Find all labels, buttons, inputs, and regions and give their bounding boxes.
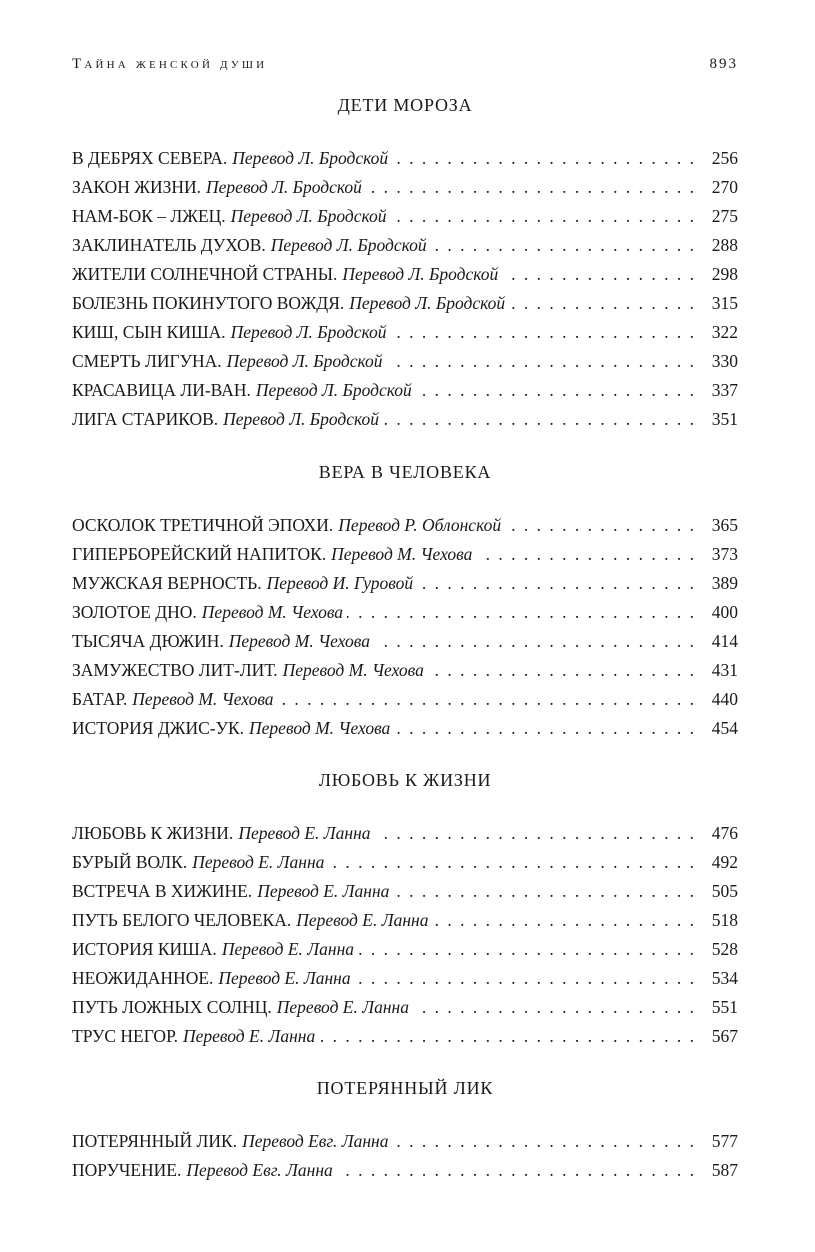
toc-entry-translator: Перевод Е. Ланна xyxy=(238,823,371,843)
toc-entry-translator: Перевод Л. Бродской xyxy=(270,235,427,255)
toc-entry-page-number: 577 xyxy=(711,1131,738,1151)
toc-entry-page-number: 389 xyxy=(711,573,738,593)
toc-entry-page-number: 256 xyxy=(711,148,738,168)
dot-leader xyxy=(383,405,696,434)
toc-entry-page-number: 454 xyxy=(711,718,738,738)
toc-entry-page-number: 330 xyxy=(711,351,738,371)
dot-leader xyxy=(374,627,696,656)
toc-entry xyxy=(72,202,738,231)
toc-entry-page-number: 275 xyxy=(711,206,738,226)
toc-entry-title: КИШ, СЫН КИША. xyxy=(72,322,226,342)
toc-entry-translator: Перевод Р. Облонской xyxy=(338,515,502,535)
toc-entry-title: БОЛЕЗНЬ ПОКИНУТОГО ВОЖДЯ. xyxy=(72,293,345,313)
dot-leader xyxy=(432,906,696,935)
toc-entry-page-number: 337 xyxy=(711,380,738,400)
toc-entry-translator: Перевод М. Чехова xyxy=(228,631,370,651)
toc-entry-list xyxy=(72,819,738,1051)
toc-section xyxy=(72,1076,738,1185)
toc-entry xyxy=(72,173,738,202)
toc-entry-list xyxy=(72,511,738,743)
toc-entry-translator: Перевод Л. Бродской xyxy=(232,148,389,168)
dot-leader xyxy=(392,144,696,173)
dot-leader xyxy=(337,1156,696,1185)
dot-leader xyxy=(387,347,696,376)
toc-entry-title: КРАСАВИЦА ЛИ-ВАН. xyxy=(72,380,251,400)
toc-entry xyxy=(72,685,738,714)
toc-entry-title: ЛЮБОВЬ К ЖИЗНИ. xyxy=(72,823,234,843)
toc-entry-page-number: 351 xyxy=(711,409,738,429)
toc-entry-title: СМЕРТЬ ЛИГУНА. xyxy=(72,351,222,371)
dot-leader xyxy=(355,964,696,993)
running-head-title: Тайна женской души xyxy=(72,56,268,72)
toc-entry-page-number: 373 xyxy=(711,544,738,564)
toc-entry-page-number: 288 xyxy=(711,235,738,255)
toc-entry-page-number: 440 xyxy=(711,689,738,709)
dot-leader xyxy=(416,376,696,405)
toc-entry xyxy=(72,627,738,656)
toc-entry-page-number: 270 xyxy=(711,177,738,197)
dot-leader xyxy=(417,569,696,598)
toc-entry xyxy=(72,347,738,376)
toc-entry-translator: Перевод Л. Бродской xyxy=(206,177,362,197)
toc-entry-title: ЗОЛОТОЕ ДНО. xyxy=(72,602,197,622)
toc-entry xyxy=(72,289,738,318)
section-title: ДЕТИ МОРОЗА xyxy=(337,95,473,115)
toc-entry-title: ПОТЕРЯННЫЙ ЛИК. xyxy=(72,1131,238,1151)
toc-entry-title: ПУТЬ ЛОЖНЫХ СОЛНЦ. xyxy=(72,997,272,1017)
toc-entry xyxy=(72,1156,738,1185)
toc-entry-title: ТЫСЯЧА ДЮЖИН. xyxy=(72,631,224,651)
toc-entry-page-number: 400 xyxy=(711,602,738,622)
toc-entry xyxy=(72,144,738,173)
toc-entry-title: ВСТРЕЧА В ХИЖИНЕ. xyxy=(72,881,253,901)
dot-leader xyxy=(502,260,696,289)
dot-leader xyxy=(428,656,696,685)
toc-entry xyxy=(72,819,738,848)
toc-entry-translator: Перевод Л. Бродской xyxy=(255,380,412,400)
toc-entry-page-number: 315 xyxy=(711,293,738,313)
toc-entry xyxy=(72,405,738,434)
toc-entry xyxy=(72,260,738,289)
toc-entry xyxy=(72,964,738,993)
toc-entry xyxy=(72,714,738,743)
toc-entry-translator: Перевод Л. Бродской xyxy=(223,409,380,429)
toc-entry-translator: Перевод М. Чехова xyxy=(132,689,274,709)
toc-entry-translator: Перевод Е. Ланна xyxy=(218,968,351,988)
toc-entry-page-number: 534 xyxy=(711,968,738,988)
toc-entry-page-number: 414 xyxy=(711,631,738,651)
toc-entry-translator: Перевод Е. Ланна xyxy=(276,997,409,1017)
toc-entry-page-number: 365 xyxy=(711,515,738,535)
dot-leader xyxy=(391,202,696,231)
toc-entry xyxy=(72,906,738,935)
toc-entry xyxy=(72,231,738,260)
toc-entry-page-number: 322 xyxy=(711,322,738,342)
dot-leader xyxy=(278,685,696,714)
toc-entry-page-number: 518 xyxy=(711,910,738,930)
dot-leader xyxy=(391,318,696,347)
toc-entry-translator: Перевод Л. Бродской xyxy=(342,264,499,284)
toc-entry xyxy=(72,569,738,598)
dot-leader xyxy=(476,540,696,569)
toc-entry-title: ЗАКЛИНАТЕЛЬ ДУХОВ. xyxy=(72,235,266,255)
toc-entry xyxy=(72,511,738,540)
toc-entry-page-number: 551 xyxy=(711,997,738,1017)
dot-leader xyxy=(431,231,696,260)
toc-entry xyxy=(72,877,738,906)
toc-section xyxy=(72,460,738,743)
toc-entry-translator: Перевод М. Чехова xyxy=(331,544,473,564)
toc-section xyxy=(72,768,738,1051)
dot-leader xyxy=(328,848,696,877)
toc-entry-title: НЕОЖИДАННОЕ. xyxy=(72,968,214,988)
toc-entry-list xyxy=(72,144,738,434)
toc-entry-translator: Перевод Е. Ланна xyxy=(183,1026,316,1046)
toc-entry-title: ПОРУЧЕНИЕ. xyxy=(72,1160,182,1180)
toc-entry xyxy=(72,540,738,569)
dot-leader xyxy=(505,511,696,540)
toc-entry-title: ЗАКОН ЖИЗНИ. xyxy=(72,177,202,197)
toc-entry-translator: Перевод Е. Ланна xyxy=(257,881,390,901)
toc-entry xyxy=(72,935,738,964)
section-title: ПОТЕРЯННЫЙ ЛИК xyxy=(316,1078,494,1098)
toc-entry-translator: Перевод Евг. Ланна xyxy=(186,1160,333,1180)
toc-entry-page-number: 587 xyxy=(711,1160,738,1180)
toc-entry-translator: Перевод Л. Бродской xyxy=(226,351,383,371)
dot-leader xyxy=(509,289,696,318)
dot-leader xyxy=(358,935,696,964)
toc-entry xyxy=(72,993,738,1022)
toc-entry-page-number: 476 xyxy=(711,823,738,843)
dot-leader xyxy=(366,173,696,202)
toc-entry-translator: Перевод Л. Бродской xyxy=(230,322,387,342)
toc-entry-translator: Перевод Евг. Ланна xyxy=(242,1131,389,1151)
running-head xyxy=(72,56,738,78)
dot-leader xyxy=(392,1127,696,1156)
toc-entry-translator: Перевод Л. Бродской xyxy=(230,206,387,226)
toc-entry-translator: Перевод И. Гуровой xyxy=(266,573,414,593)
dot-leader xyxy=(319,1022,696,1051)
section-title: ВЕРА В ЧЕЛОВЕКА xyxy=(318,462,492,482)
toc-entry-page-number: 505 xyxy=(711,881,738,901)
toc-entry-title: ЗАМУЖЕСТВО ЛИТ-ЛИТ. xyxy=(72,660,278,680)
toc-entry-translator: Перевод Е. Ланна xyxy=(192,852,325,872)
dot-leader xyxy=(413,993,696,1022)
toc-entry-page-number: 567 xyxy=(711,1026,738,1046)
toc-entry-title: ОСКОЛОК ТРЕТИЧНОЙ ЭПОХИ. xyxy=(72,515,334,535)
dot-leader xyxy=(375,819,696,848)
toc-entry xyxy=(72,318,738,347)
toc-entry-title: ИСТОРИЯ ДЖИС-УК. xyxy=(72,718,245,738)
toc-entry-translator: Перевод М. Чехова xyxy=(282,660,424,680)
toc-entry-title: ЛИГА СТАРИКОВ. xyxy=(72,409,219,429)
toc-entry xyxy=(72,598,738,627)
toc-entry-title: ТРУС НЕГОР. xyxy=(72,1026,178,1046)
toc-entry-title: ГИПЕРБОРЕЙСКИЙ НАПИТОК. xyxy=(72,544,327,564)
toc-entry-list xyxy=(72,1127,738,1185)
toc-entry-title: В ДЕБРЯХ СЕВЕРА. xyxy=(72,148,228,168)
toc-entry-page-number: 492 xyxy=(711,852,738,872)
dot-leader xyxy=(347,598,696,627)
section-title: ЛЮБОВЬ К ЖИЗНИ xyxy=(318,770,492,790)
toc-entry-page-number: 528 xyxy=(711,939,738,959)
toc-entry-translator: Перевод М. Чехова xyxy=(201,602,344,622)
toc-entry-title: БАТАР. xyxy=(72,689,128,709)
toc-section xyxy=(72,93,738,434)
toc-entry-translator: Перевод Л. Бродской xyxy=(349,293,506,313)
toc-entry xyxy=(72,376,738,405)
toc-entry xyxy=(72,1127,738,1156)
toc-entry-title: ПУТЬ БЕЛОГО ЧЕЛОВЕКА. xyxy=(72,910,292,930)
toc-entry-page-number: 298 xyxy=(711,264,738,284)
toc-entry xyxy=(72,848,738,877)
dot-leader xyxy=(394,714,696,743)
toc-entry xyxy=(72,656,738,685)
toc-entry-title: МУЖСКАЯ ВЕРНОСТЬ. xyxy=(72,573,262,593)
toc-entry-translator: Перевод М. Чехова xyxy=(249,718,391,738)
toc-entry-page-number: 431 xyxy=(711,660,738,680)
toc-entry-title: ИСТОРИЯ КИША. xyxy=(72,939,217,959)
running-head-page-number: 893 xyxy=(709,56,738,72)
toc-entry-title: БУРЫЙ ВОЛК. xyxy=(72,852,188,872)
dot-leader xyxy=(393,877,696,906)
toc-entry xyxy=(72,1022,738,1051)
toc-entry-title: ЖИТЕЛИ СОЛНЕЧНОЙ СТРАНЫ. xyxy=(72,264,338,284)
toc-entry-translator: Перевод Е. Ланна xyxy=(221,939,355,959)
toc-entry-translator: Перевод Е. Ланна xyxy=(296,910,429,930)
toc-entry-title: НАМ-БОК – ЛЖЕЦ. xyxy=(72,206,226,226)
